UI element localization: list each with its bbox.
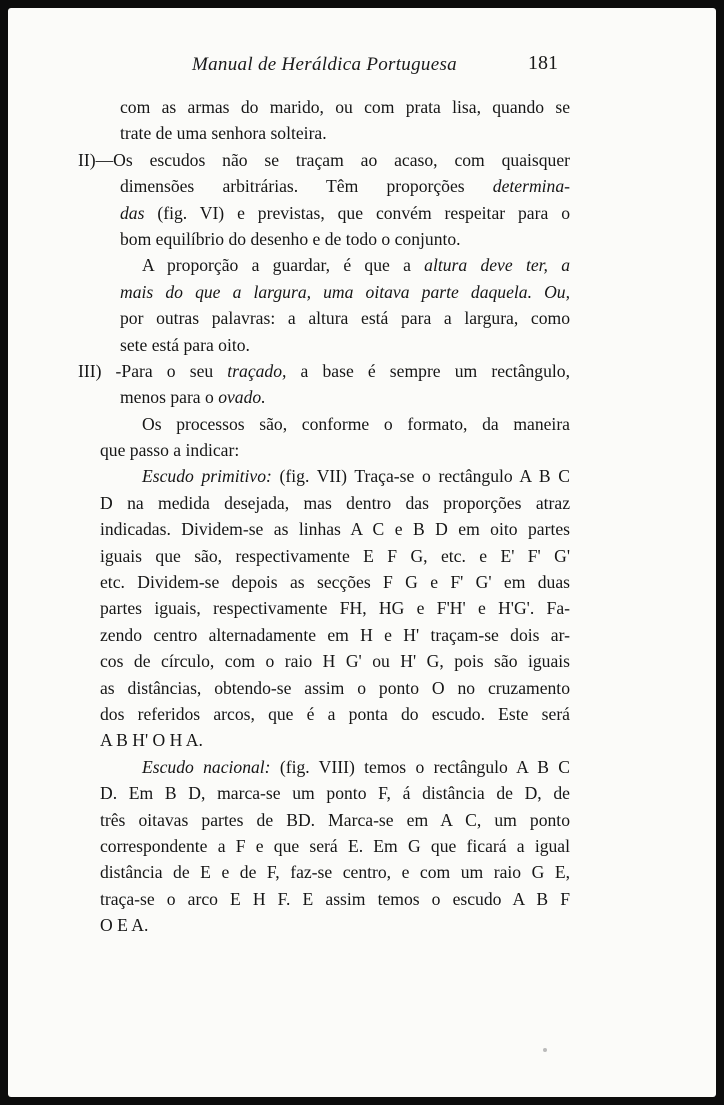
italic-fragment: Escudo nacional: bbox=[142, 756, 271, 777]
text-line: etc. Dividem-se depois as secções F G e F' G' em duas bbox=[100, 572, 570, 593]
text-line: mais do que a largura, uma oitava parte daquela. Ou, bbox=[120, 281, 570, 302]
text-line: zendo centro alternadamente em H e H' traçam-se dois ar- bbox=[100, 624, 570, 645]
text-line: dimensões arbitrárias. Têm proporções determina- bbox=[120, 176, 570, 197]
text-line: correspondente a F e que será E. Em G que ficará a igual bbox=[100, 835, 570, 856]
italic-fragment: das bbox=[120, 202, 145, 223]
italic-fragment: determina- bbox=[492, 176, 570, 197]
text-line: trate de uma senhora solteira. bbox=[120, 123, 327, 144]
italic-fragment: altura deve ter, a bbox=[424, 255, 570, 276]
text-line: A B H' O H A. bbox=[100, 730, 203, 751]
text-line: menos para o ovado. bbox=[120, 387, 266, 408]
paper-speck bbox=[543, 1048, 547, 1052]
page-header bbox=[8, 54, 716, 86]
text-line: que passo a indicar: bbox=[100, 440, 240, 461]
text-line: D. Em B D, marca-se um ponto F, á distância de D, de bbox=[100, 783, 570, 804]
text-line: iguais que são, respectivamente E F G, etc. e E' F' G' bbox=[100, 545, 570, 566]
text-line: distância de E e de F, faz-se centro, e com um raio G E, bbox=[100, 862, 570, 883]
text-line: com as armas do marido, ou com prata lisa, quando se bbox=[120, 97, 570, 117]
text-line: indicadas. Dividem-se as linhas A C e B D em oito partes bbox=[100, 519, 570, 540]
text-line: cos de círculo, com o raio H G' ou H' G, pois são iguais bbox=[100, 651, 570, 672]
text-line: bom equilíbrio do desenho e de todo o conjunto. bbox=[120, 228, 461, 249]
text-line: dos referidos arcos, que é a ponta do escudo. Este será bbox=[100, 703, 570, 724]
italic-fragment: ovado. bbox=[218, 387, 266, 408]
text-line: Escudo nacional: (fig. VIII) temos o rectângulo A B C bbox=[142, 756, 570, 777]
text-line: A proporção a guardar, é que a altura deve ter, a bbox=[142, 255, 570, 276]
text-line: sete está para oito. bbox=[120, 334, 250, 355]
text-line: Os processos são, conforme o formato, da maneira bbox=[142, 413, 570, 434]
italic-fragment: traçado, bbox=[227, 360, 287, 381]
text-line: das (fig. VI) e previstas, que convém respeitar para o bbox=[120, 202, 570, 223]
running-title: Manual de Heráldica Portuguesa bbox=[192, 54, 457, 75]
text-line: O E A. bbox=[100, 915, 149, 936]
text-line: traça-se o arco E H F. E assim temos o escudo A B F bbox=[100, 888, 570, 909]
text-line: por outras palavras: a altura está para a largura, como bbox=[120, 308, 570, 329]
body-text bbox=[78, 94, 571, 939]
text-line: D na medida desejada, mas dentro das proporções atraz bbox=[100, 492, 570, 513]
page-number: 181 bbox=[528, 52, 558, 74]
text-line: três oitavas partes de BD. Marca-se em A C, um ponto bbox=[100, 809, 570, 830]
text-line: partes iguais, respectivamente FH, HG e F'H' e H'G'. Fa- bbox=[100, 598, 570, 619]
text-line: II)—Os escudos não se traçam ao acaso, com quaisquer bbox=[78, 149, 570, 170]
italic-fragment: Escudo primitivo: bbox=[142, 466, 272, 487]
book-page bbox=[8, 8, 716, 1097]
text-line: Escudo primitivo: (fig. VII) Traça-se o rectângulo A B C bbox=[142, 466, 571, 487]
text-line: III) -Para o seu traçado, a base é sempre um rectângulo, bbox=[78, 360, 570, 381]
text-line: as distâncias, obtendo-se assim o ponto O no cruzamento bbox=[100, 677, 570, 698]
